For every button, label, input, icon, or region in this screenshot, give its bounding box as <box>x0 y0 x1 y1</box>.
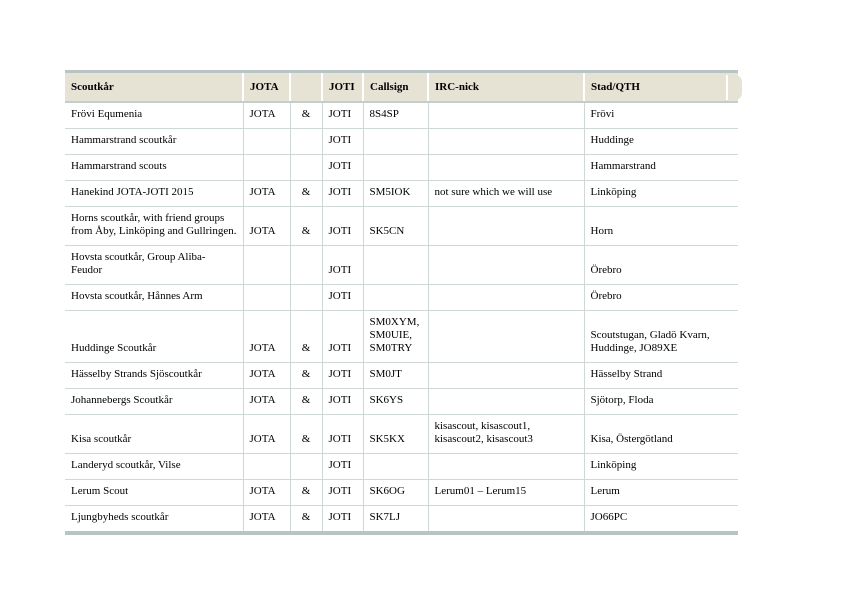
table-row <box>65 207 738 246</box>
cell-stad: Kisa, Östergötland <box>584 415 738 454</box>
table-row <box>65 246 738 285</box>
cell-scoutkar: Hässelby Strands Sjöscoutkår <box>65 363 243 389</box>
cell-irc <box>428 246 584 285</box>
cell-joti: JOTI <box>322 155 363 181</box>
cell-stad: Scoutstugan, Gladö Kvarn, Huddinge, JO89XE <box>584 311 738 363</box>
cell-scoutkar: Kisa scoutkår <box>65 415 243 454</box>
cell-jota: JOTA <box>243 389 290 415</box>
cell-joti: JOTI <box>322 415 363 454</box>
cell-irc: Lerum01 – Lerum15 <box>428 480 584 506</box>
header-rounded-cap <box>728 75 742 100</box>
cell-amp: & <box>290 506 322 534</box>
cell-irc <box>428 389 584 415</box>
cell-joti: JOTI <box>322 389 363 415</box>
cell-irc: not sure which we will use <box>428 181 584 207</box>
table-row <box>65 363 738 389</box>
cell-scoutkar: Lerum Scout <box>65 480 243 506</box>
cell-stad: Linköping <box>584 454 738 480</box>
cell-jota: JOTA <box>243 363 290 389</box>
cell-jota <box>243 285 290 311</box>
cell-joti: JOTI <box>322 246 363 285</box>
cell-callsign <box>363 246 428 285</box>
cell-callsign <box>363 155 428 181</box>
cell-joti: JOTI <box>322 129 363 155</box>
cell-scoutkar: Hammarstrand scoutkår <box>65 129 243 155</box>
cell-stad: Sjötorp, Floda <box>584 389 738 415</box>
cell-callsign: SK6OG <box>363 480 428 506</box>
cell-amp <box>290 246 322 285</box>
cell-amp <box>290 129 322 155</box>
header-row <box>65 72 738 103</box>
cell-stad: Hammarstrand <box>584 155 738 181</box>
cell-amp <box>290 454 322 480</box>
cell-joti: JOTI <box>322 480 363 506</box>
cell-irc <box>428 207 584 246</box>
cell-scoutkar: Landeryd scoutkår, Vilse <box>65 454 243 480</box>
table-row <box>65 155 738 181</box>
cell-stad: Linköping <box>584 181 738 207</box>
table-row <box>65 506 738 534</box>
cell-callsign: SM5IOK <box>363 181 428 207</box>
column-header-amp <box>290 72 322 103</box>
cell-irc: kisascout, kisascout1, kisascout2, kisascout3 <box>428 415 584 454</box>
cell-stad: Huddinge <box>584 129 738 155</box>
cell-jota: JOTA <box>243 415 290 454</box>
table-row <box>65 102 738 129</box>
cell-amp: & <box>290 363 322 389</box>
cell-stad: Örebro <box>584 246 738 285</box>
cell-scoutkar: Hanekind JOTA-JOTI 2015 <box>65 181 243 207</box>
cell-scoutkar: Horns scoutkår, with friend groups from Åby, Linköping and Gullringen. <box>65 207 243 246</box>
scout-groups-table <box>65 70 738 535</box>
cell-scoutkar: Huddinge Scoutkår <box>65 311 243 363</box>
column-header-callsign: Callsign <box>363 72 428 103</box>
cell-callsign: SK5KX <box>363 415 428 454</box>
cell-jota: JOTA <box>243 480 290 506</box>
cell-amp: & <box>290 102 322 129</box>
cell-irc <box>428 285 584 311</box>
cell-amp: & <box>290 207 322 246</box>
cell-amp <box>290 285 322 311</box>
cell-callsign: 8S4SP <box>363 102 428 129</box>
cell-scoutkar: Hammarstrand scouts <box>65 155 243 181</box>
cell-scoutkar: Hovsta scoutkår, Group Aliba-Feudor <box>65 246 243 285</box>
cell-jota <box>243 129 290 155</box>
cell-joti: JOTI <box>322 207 363 246</box>
cell-amp: & <box>290 480 322 506</box>
table-row <box>65 285 738 311</box>
table-body <box>65 102 738 533</box>
cell-stad: Hässelby Strand <box>584 363 738 389</box>
cell-jota: JOTA <box>243 311 290 363</box>
cell-irc <box>428 454 584 480</box>
cell-joti: JOTI <box>322 506 363 534</box>
cell-scoutkar: Ljungbyheds scoutkår <box>65 506 243 534</box>
table-row <box>65 480 738 506</box>
cell-irc <box>428 506 584 534</box>
cell-scoutkar: Hovsta scoutkår, Hånnes Arm <box>65 285 243 311</box>
cell-joti: JOTI <box>322 285 363 311</box>
cell-callsign: SK7LJ <box>363 506 428 534</box>
column-header-irc: IRC-nick <box>428 72 584 103</box>
cell-irc <box>428 102 584 129</box>
cell-amp: & <box>290 389 322 415</box>
cell-joti: JOTI <box>322 363 363 389</box>
column-header-jota: JOTA <box>243 72 290 103</box>
table-row <box>65 389 738 415</box>
cell-scoutkar: Johannebergs Scoutkår <box>65 389 243 415</box>
cell-amp <box>290 155 322 181</box>
cell-callsign: SM0JT <box>363 363 428 389</box>
cell-stad: JO66PC <box>584 506 738 534</box>
cell-jota: JOTA <box>243 102 290 129</box>
cell-callsign <box>363 454 428 480</box>
cell-irc <box>428 129 584 155</box>
cell-irc <box>428 311 584 363</box>
cell-scoutkar: Frövi Equmenia <box>71 108 143 120</box>
column-header-stad: Stad/QTH <box>584 72 738 103</box>
cell-callsign <box>363 285 428 311</box>
cell-jota: JOTA <box>243 506 290 534</box>
cell-joti: JOTI <box>322 181 363 207</box>
table-row <box>65 181 738 207</box>
cell-stad: Örebro <box>584 285 738 311</box>
cell-stad: Horn <box>584 207 738 246</box>
cell-amp: & <box>290 311 322 363</box>
cell-stad: Lerum <box>584 480 738 506</box>
table-row <box>65 129 738 155</box>
cell-jota <box>243 246 290 285</box>
table-row <box>65 454 738 480</box>
cell-amp: & <box>290 415 322 454</box>
cell-joti: JOTI <box>322 311 363 363</box>
cell-irc <box>428 155 584 181</box>
cell-stad: Frövi <box>584 102 738 129</box>
cell-callsign: SK5CN <box>363 207 428 246</box>
cell-jota: JOTA <box>243 181 290 207</box>
scout-groups-table-container <box>65 70 745 535</box>
column-header-joti: JOTI <box>322 72 363 103</box>
cell-callsign <box>363 129 428 155</box>
table-row <box>65 415 738 454</box>
column-header-scoutkar: Scoutkår <box>65 72 243 103</box>
cell-jota <box>243 155 290 181</box>
table-header <box>65 72 738 103</box>
cell-callsign: SK6YS <box>363 389 428 415</box>
cell-irc <box>428 363 584 389</box>
cell-jota <box>243 454 290 480</box>
cell-joti: JOTI <box>322 102 363 129</box>
cell-amp: & <box>290 181 322 207</box>
cell-jota: JOTA <box>243 207 290 246</box>
cell-joti: JOTI <box>322 454 363 480</box>
table-row <box>65 311 738 363</box>
cell-callsign: SM0XYM, SM0UIE, SM0TRY <box>363 311 428 363</box>
